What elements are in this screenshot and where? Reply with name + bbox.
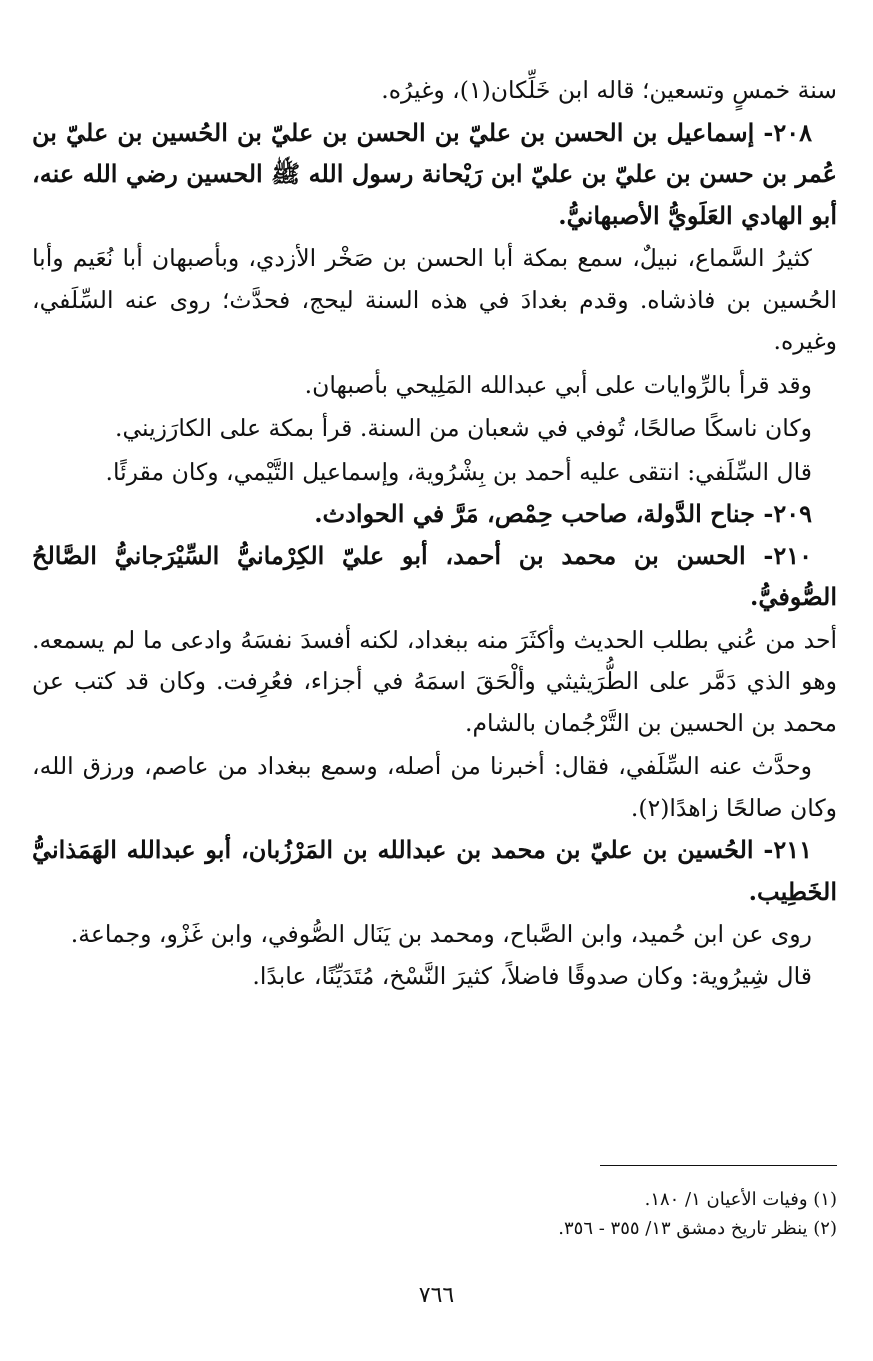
entry-208-silafi-quote: قال السِّلَفي: انتقى عليه أحمد بن بِشْرُوية، وإسماعيل التَّيْمي، وكان مقرئًا.: [105, 457, 812, 486]
entry-210-heading: ٢١٠- الحسن بن محمد بن أحمد، أبو عليّ الكِرْمانيُّ السِّيْرَجانيُّ الصَّالحُ الصُّوفيُّ.: [32, 540, 837, 611]
entry-211-text: روى عن ابن حُميد، وابن الصَّباح، ومحمد بن يَنَال الصُّوفي، وابن غَزْو، وجماعة.: [70, 920, 812, 948]
footnote-divider: [600, 1165, 837, 1166]
footnote-1: (١) وفيات الأعيان ١/ ١٨٠.: [644, 1189, 837, 1210]
page-number: ٧٦٦: [418, 1283, 455, 1308]
entry-211-heading: ٢١١- الحُسين بن عليّ بن محمد بن عبدالله بن المَرْزُبان، أبو عبدالله الهَمَذانيُّ الخَطِيب.: [32, 835, 837, 906]
footnote-2: (٢) ينظر تاريخ دمشق ١٣/ ٣٥٥ - ٣٥٦.: [558, 1218, 837, 1239]
entry-208-heading: ٢٠٨- إسماعيل بن الحسن بن عليّ بن الحسن بن عليّ بن الحُسين بن عليّ بن عُمر بن حسن بن عليّ بن عليّ ابن رَيْحانة رسول الله ﷺ الحسين رضي الله عنه، أبو الهادي العَلَويُّ الأصبهانيُّ.: [32, 117, 837, 230]
entry-208-text: كثيرُ السَّماع، نبيلٌ، سمع بمكة أبا الحسن بن صَخْر الأزدي، وبأصبهان أبا نُعَيم وأبا الحُسين بن فاذشاه. وقدم بغدادَ في هذه السنة ليحج، فحدَّث؛ روى عنه السِّلَفي، وغيره.: [32, 244, 837, 355]
entry-210-silafi: وحدَّث عنه السِّلَفي، فقال: أخبرنا من أصله، وسمع ببغداد من عاصم، ورزق الله، وكان صالحًا زاهدًا(٢).: [32, 752, 837, 822]
footnotes: [417, 1185, 837, 1243]
page-body: [32, 70, 837, 997]
entry-211-shiruya: قال شِيرُوية: وكان صدوقًا فاضلاً، كثيرَ النَّسْخ، مُتَدَيِّنًا، عابدًا.: [252, 961, 812, 990]
entry-210-text: أحد من عُني بطلب الحديث وأكثَرَ منه ببغداد، لكنه أفسدَ نفسَهُ وادعى ما لم يسمعه. وهو الذي دَمَّر على الطُّرَيثيثي وألْحَقَ اسمَهُ في أجزاء، فعُرِفت. وكان قد كتب عن محمد بن الحسين بن التَّرْجُمان بالشام.: [32, 625, 837, 737]
entry-209-heading: ٢٠٩- جناح الدَّولة، صاحب حِمْص، مَرَّ في الحوادث.: [314, 499, 812, 528]
continuation-paragraph: سنة خمسٍ وتسعين؛ قاله ابن خَلِّكان(١)، وغيرُه.: [381, 76, 837, 104]
entry-208-death: وكان ناسكًا صالحًا، تُوفي في شعبان من السنة. قرأ بمكة على الكارَزيني.: [114, 414, 812, 442]
entry-208-readings: وقد قرأ بالرِّوايات على أبي عبدالله المَلِيحي بأصبهان.: [304, 370, 812, 399]
